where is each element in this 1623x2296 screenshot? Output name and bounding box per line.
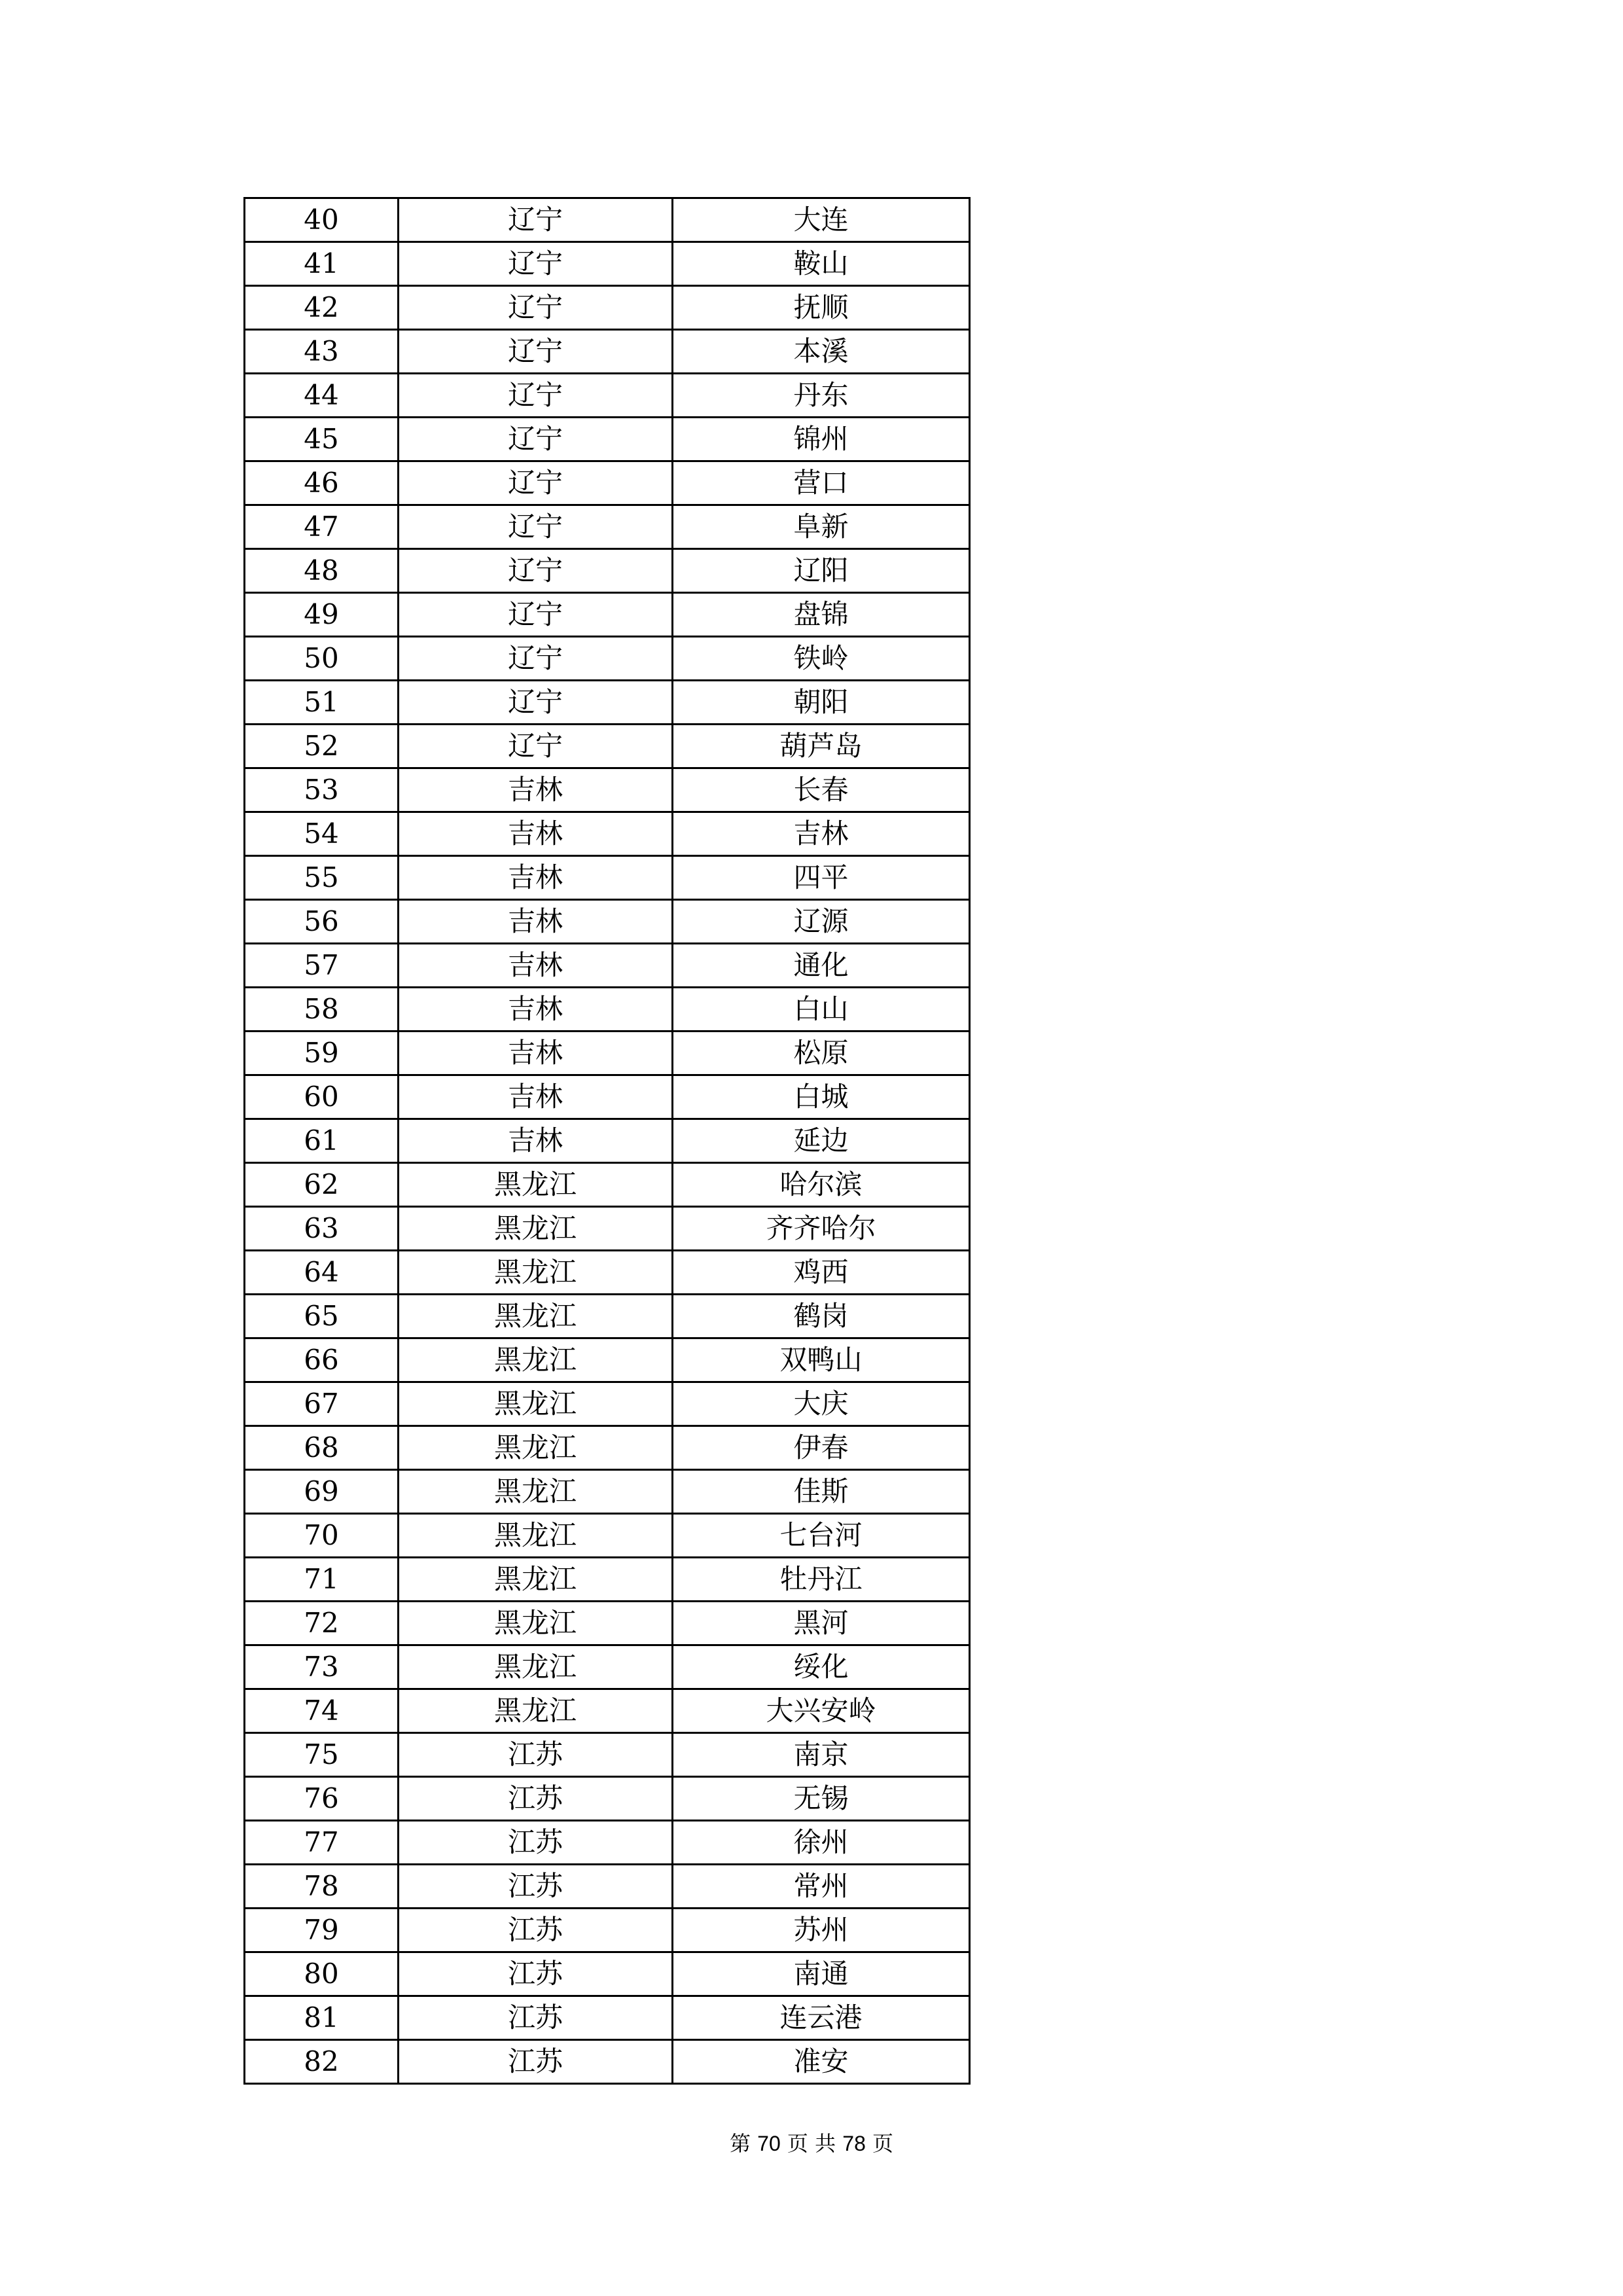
province-cell: 黑龙江 [399, 1470, 673, 1514]
table-row [245, 418, 970, 461]
table-row [245, 1338, 970, 1382]
table-row [245, 944, 970, 988]
row-number-cell: 57 [245, 944, 399, 988]
city-cell: 丹东 [673, 374, 970, 418]
row-number-cell: 54 [245, 812, 399, 856]
table-row [245, 1207, 970, 1251]
table-row [245, 1996, 970, 2040]
province-cell: 辽宁 [399, 286, 673, 330]
city-cell: 葫芦岛 [673, 725, 970, 768]
city-cell: 白山 [673, 988, 970, 1031]
row-number-cell: 76 [245, 1777, 399, 1821]
row-number-cell: 62 [245, 1163, 399, 1207]
row-number-cell: 58 [245, 988, 399, 1031]
city-cell: 佳斯 [673, 1470, 970, 1514]
city-cell: 哈尔滨 [673, 1163, 970, 1207]
city-cell: 无锡 [673, 1777, 970, 1821]
table-row [245, 1382, 970, 1426]
province-cell: 黑龙江 [399, 1426, 673, 1470]
row-number-cell: 47 [245, 505, 399, 549]
city-cell: 齐齐哈尔 [673, 1207, 970, 1251]
province-cell: 黑龙江 [399, 1251, 673, 1295]
city-cell: 大庆 [673, 1382, 970, 1426]
row-number-cell: 40 [245, 198, 399, 242]
row-number-cell: 75 [245, 1733, 399, 1777]
city-cell: 常州 [673, 1865, 970, 1909]
city-cell: 七台河 [673, 1514, 970, 1558]
footer-current-page: 70 [757, 2132, 781, 2155]
city-cell: 伊春 [673, 1426, 970, 1470]
province-cell: 黑龙江 [399, 1514, 673, 1558]
table-row [245, 637, 970, 681]
table-row [245, 593, 970, 637]
city-cell: 准安 [673, 2040, 970, 2084]
table-row [245, 1470, 970, 1514]
table-row [245, 988, 970, 1031]
city-cell: 通化 [673, 944, 970, 988]
row-number-cell: 63 [245, 1207, 399, 1251]
row-number-cell: 52 [245, 725, 399, 768]
table-row [245, 1075, 970, 1119]
city-cell: 鸡西 [673, 1251, 970, 1295]
province-cell: 黑龙江 [399, 1295, 673, 1338]
table-row [245, 242, 970, 286]
table-row [245, 1119, 970, 1163]
province-cell: 江苏 [399, 1996, 673, 2040]
table-row [245, 286, 970, 330]
province-cell: 辽宁 [399, 681, 673, 725]
table-row [245, 461, 970, 505]
table-row [245, 1163, 970, 1207]
province-cell: 辽宁 [399, 637, 673, 681]
table-row [245, 1251, 970, 1295]
row-number-cell: 41 [245, 242, 399, 286]
footer-label: 第 [729, 2131, 758, 2156]
province-cell: 江苏 [399, 1777, 673, 1821]
row-number-cell: 46 [245, 461, 399, 505]
city-cell: 锦州 [673, 418, 970, 461]
city-cell: 本溪 [673, 330, 970, 374]
province-cell: 江苏 [399, 1865, 673, 1909]
footer-label: 页 共 [780, 2131, 843, 2156]
table-row [245, 1733, 970, 1777]
city-cell: 吉林 [673, 812, 970, 856]
table-row [245, 198, 970, 242]
table-row [245, 1821, 970, 1865]
province-cell: 辽宁 [399, 242, 673, 286]
row-number-cell: 68 [245, 1426, 399, 1470]
city-cell: 辽阳 [673, 549, 970, 593]
province-cell: 辽宁 [399, 549, 673, 593]
city-cell: 大兴安岭 [673, 1689, 970, 1733]
province-cell: 辽宁 [399, 374, 673, 418]
province-cell: 吉林 [399, 1075, 673, 1119]
row-number-cell: 82 [245, 2040, 399, 2084]
province-cell: 吉林 [399, 1119, 673, 1163]
city-cell: 牡丹江 [673, 1558, 970, 1602]
city-cell: 大连 [673, 198, 970, 242]
row-number-cell: 74 [245, 1689, 399, 1733]
city-cell: 南京 [673, 1733, 970, 1777]
city-cell: 黑河 [673, 1602, 970, 1645]
city-cell: 营口 [673, 461, 970, 505]
table-row [245, 768, 970, 812]
province-cell: 辽宁 [399, 593, 673, 637]
city-cell: 延边 [673, 1119, 970, 1163]
table-row [245, 1558, 970, 1602]
row-number-cell: 70 [245, 1514, 399, 1558]
table-row [245, 1645, 970, 1689]
row-number-cell: 51 [245, 681, 399, 725]
city-cell: 朝阳 [673, 681, 970, 725]
row-number-cell: 45 [245, 418, 399, 461]
city-cell: 铁岭 [673, 637, 970, 681]
row-number-cell: 60 [245, 1075, 399, 1119]
province-cell: 辽宁 [399, 330, 673, 374]
province-cell: 黑龙江 [399, 1163, 673, 1207]
row-number-cell: 44 [245, 374, 399, 418]
page-footer [0, 2127, 1623, 2157]
province-cell: 黑龙江 [399, 1338, 673, 1382]
row-number-cell: 66 [245, 1338, 399, 1382]
city-cell: 四平 [673, 856, 970, 900]
province-cell: 吉林 [399, 900, 673, 944]
row-number-cell: 48 [245, 549, 399, 593]
table-row [245, 1295, 970, 1338]
table-row [245, 1031, 970, 1075]
province-cell: 吉林 [399, 988, 673, 1031]
province-cell: 黑龙江 [399, 1689, 673, 1733]
table-row [245, 812, 970, 856]
row-number-cell: 67 [245, 1382, 399, 1426]
city-cell: 抚顺 [673, 286, 970, 330]
province-cell: 吉林 [399, 812, 673, 856]
city-cell: 长春 [673, 768, 970, 812]
row-number-cell: 81 [245, 1996, 399, 2040]
row-number-cell: 71 [245, 1558, 399, 1602]
row-number-cell: 55 [245, 856, 399, 900]
table-row [245, 1909, 970, 1952]
city-cell: 辽源 [673, 900, 970, 944]
row-number-cell: 50 [245, 637, 399, 681]
row-number-cell: 53 [245, 768, 399, 812]
city-cell: 苏州 [673, 1909, 970, 1952]
table-row [245, 2040, 970, 2084]
row-number-cell: 61 [245, 1119, 399, 1163]
table-row [245, 1514, 970, 1558]
province-cell: 辽宁 [399, 505, 673, 549]
province-cell: 黑龙江 [399, 1602, 673, 1645]
city-cell: 白城 [673, 1075, 970, 1119]
row-number-cell: 73 [245, 1645, 399, 1689]
table-row [245, 374, 970, 418]
province-cell: 江苏 [399, 1952, 673, 1996]
row-number-cell: 49 [245, 593, 399, 637]
row-number-cell: 79 [245, 1909, 399, 1952]
table-row [245, 330, 970, 374]
province-cell: 辽宁 [399, 198, 673, 242]
table-row [245, 725, 970, 768]
province-cell: 黑龙江 [399, 1382, 673, 1426]
footer-total-pages: 78 [842, 2132, 866, 2155]
table-row [245, 681, 970, 725]
province-cell: 吉林 [399, 944, 673, 988]
city-cell: 南通 [673, 1952, 970, 1996]
table-row [245, 900, 970, 944]
city-cell: 阜新 [673, 505, 970, 549]
city-cell: 绥化 [673, 1645, 970, 1689]
province-cell: 黑龙江 [399, 1558, 673, 1602]
table-row [245, 1865, 970, 1909]
city-cell: 鹤岗 [673, 1295, 970, 1338]
city-cell: 连云港 [673, 1996, 970, 2040]
city-cell: 徐州 [673, 1821, 970, 1865]
table-row [245, 1689, 970, 1733]
province-cell: 辽宁 [399, 461, 673, 505]
row-number-cell: 42 [245, 286, 399, 330]
province-cell: 黑龙江 [399, 1645, 673, 1689]
province-cell: 辽宁 [399, 725, 673, 768]
row-number-cell: 43 [245, 330, 399, 374]
city-cell: 松原 [673, 1031, 970, 1075]
province-cell: 江苏 [399, 1821, 673, 1865]
row-number-cell: 65 [245, 1295, 399, 1338]
province-cell: 江苏 [399, 2040, 673, 2084]
row-number-cell: 56 [245, 900, 399, 944]
city-cell: 盘锦 [673, 593, 970, 637]
footer-label: 页 [865, 2131, 894, 2156]
row-number-cell: 78 [245, 1865, 399, 1909]
row-number-cell: 64 [245, 1251, 399, 1295]
row-number-cell: 59 [245, 1031, 399, 1075]
table-row [245, 1777, 970, 1821]
table-row [245, 505, 970, 549]
table-row [245, 1426, 970, 1470]
province-cell: 吉林 [399, 1031, 673, 1075]
province-city-table [243, 197, 971, 2085]
table-row [245, 856, 970, 900]
row-number-cell: 72 [245, 1602, 399, 1645]
city-cell: 鞍山 [673, 242, 970, 286]
row-number-cell: 69 [245, 1470, 399, 1514]
city-cell: 双鸭山 [673, 1338, 970, 1382]
province-cell: 黑龙江 [399, 1207, 673, 1251]
row-number-cell: 77 [245, 1821, 399, 1865]
table-body [245, 198, 970, 2084]
province-cell: 辽宁 [399, 418, 673, 461]
table-row [245, 1602, 970, 1645]
row-number-cell: 80 [245, 1952, 399, 1996]
province-cell: 吉林 [399, 768, 673, 812]
province-cell: 江苏 [399, 1733, 673, 1777]
table-row [245, 1952, 970, 1996]
province-cell: 吉林 [399, 856, 673, 900]
province-cell: 江苏 [399, 1909, 673, 1952]
table-row [245, 549, 970, 593]
